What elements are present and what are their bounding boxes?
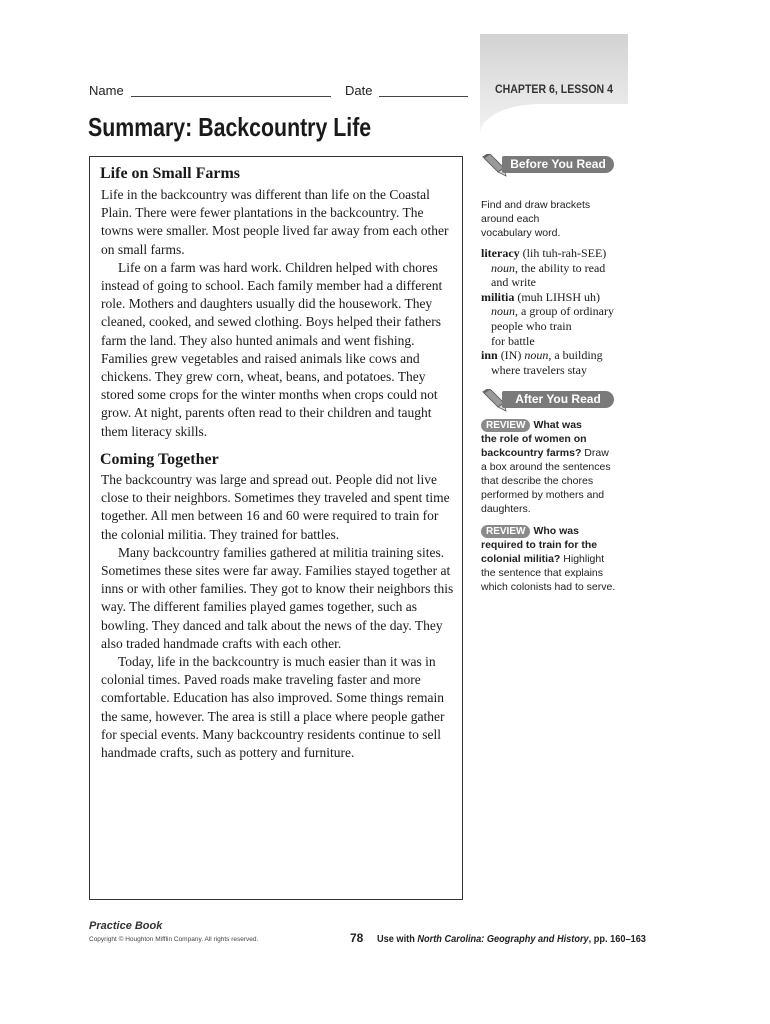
name-label: Name: [89, 83, 124, 98]
review-question-text: What was: [533, 419, 582, 431]
review-instruction: performed by mothers and: [481, 489, 605, 501]
vocab-def: , a building: [548, 348, 603, 363]
review-question-text: required to train for the: [481, 539, 598, 551]
vocab-pronunciation: (lih tuh-rah-SEE): [519, 246, 607, 260]
section-heading-together: Coming Together: [100, 451, 219, 468]
chapter-label: CHAPTER 6, LESSON 4: [495, 82, 613, 96]
review-question-text: Who was: [533, 525, 579, 537]
section-heading-farms: Life on Small Farms: [100, 165, 240, 182]
paragraph: Today, life in the backcountry is much easier than it was in colonial times. Paved roads make traveling faster and more comfortable. Education has also improved. Some things remain the same, however. The area is still a place where people gather for special events. Many backcountry residents continue to sell handmade crafts, such as pottery and furniture.: [101, 654, 445, 761]
section-body-farms: [101, 186, 457, 441]
reference-title: North Carolina: Geography and History: [417, 934, 589, 945]
vocab-pos: noun: [524, 348, 549, 363]
review-question-2: [481, 524, 631, 594]
instruction-line: vocabulary word.: [481, 227, 561, 239]
review-question-text: backcountry farms?: [481, 447, 582, 459]
vocab-pos: noun: [491, 304, 515, 319]
reference-pages: , pp. 160–163: [588, 934, 646, 945]
copyright-notice: Copyright © Houghton Mifflin Company. All rights reserved.: [89, 936, 259, 943]
reference-prefix: Use with: [377, 934, 418, 945]
textbook-reference: [377, 934, 646, 945]
paragraph: Life in the backcountry was different than life on the Coastal Plain. There were fewer plantations in the backcountry. The towns were smaller. Most people lived far away from each other on small farms.: [101, 187, 449, 257]
review-instruction: that describe the chores: [481, 475, 594, 487]
vocab-def: people who train: [491, 318, 572, 333]
page-title: Summary: Backcountry Life: [88, 112, 372, 142]
after-you-read-badge: [482, 389, 616, 411]
vocab-entry-literacy: [481, 246, 631, 290]
vocab-def: for battle: [491, 333, 535, 348]
practice-book-label: Practice Book: [89, 920, 163, 932]
before-instruction: [481, 198, 590, 240]
before-you-read-label: Before You Read: [502, 156, 614, 173]
review-badge: REVIEW: [481, 525, 530, 538]
review-badge: REVIEW: [481, 419, 530, 432]
instruction-line: Find and draw brackets: [481, 199, 591, 211]
review-question-text: colonial militia?: [481, 553, 561, 565]
vocab-pronunciation: (muh LIHSH uh): [514, 289, 600, 304]
review-question-text: the role of women on: [481, 433, 587, 445]
review-instruction: which colonists had to serve.: [481, 581, 616, 593]
vocab-word: literacy: [481, 246, 520, 260]
paragraph: Many backcountry families gathered at militia training sites. Sometimes these sites were far away. Families stayed together at inns or with other families. They got to know their neighbors this way. The different families played games together, such as bowling. They danced and talk about the news of the day. They also traded handmade crafts with each other.: [101, 544, 454, 651]
date-label: Date: [345, 83, 373, 98]
name-line[interactable]: [131, 96, 331, 97]
vocab-pronunciation: (IN): [497, 348, 525, 363]
vocab-word: inn: [481, 348, 498, 363]
page-number: 78: [350, 931, 364, 945]
review-instruction: daughters.: [481, 503, 531, 515]
instruction-line: around each: [481, 213, 540, 225]
review-instruction: the sentence that explains: [481, 567, 604, 579]
vocab-def: and write: [491, 275, 536, 290]
review-instruction: a box around the sentences: [481, 461, 611, 473]
review-question-1: [481, 418, 631, 516]
after-you-read-label: After You Read: [502, 391, 614, 408]
review-instruction: Highlight: [560, 553, 605, 565]
vocab-def: where travelers stay: [491, 362, 587, 377]
paragraph: Life on a farm was hard work. Children helped with chores instead of going to school. Each family member had a different role. Mothers and daughters usually did the housework. They cleaned, cooked, and sewed clothing. Boys helped their fathers farm the land. They also hunted animals and went fishing. Families grew vegetables and raised animals like cows and chickens. They grew corn, wheat, beans, and potatoes. They stored some crops for the winter months when crops could not grow. At night, parents often read to their children and taught them literacy skills.: [101, 259, 443, 439]
paragraph: The backcountry was large and spread out. People did not live close to their neighbors. Sometimes they traveled and spent time together. All men between 16 and 60 were required to train for the colonial militia. They trained for battles.: [101, 472, 450, 542]
vocab-pos: noun: [491, 260, 515, 275]
vocab-entry-militia: [481, 290, 631, 348]
before-you-read-badge: [482, 154, 616, 176]
vocab-word: militia: [481, 289, 515, 304]
vocab-def: , the ability to read: [515, 260, 606, 275]
section-body-together: [101, 471, 457, 762]
vocab-list: [481, 246, 631, 377]
vocab-entry-inn: [481, 348, 631, 377]
vocab-def: , a group of ordinary: [515, 304, 614, 319]
date-line[interactable]: [379, 96, 468, 97]
review-instruction: Draw: [581, 447, 609, 459]
